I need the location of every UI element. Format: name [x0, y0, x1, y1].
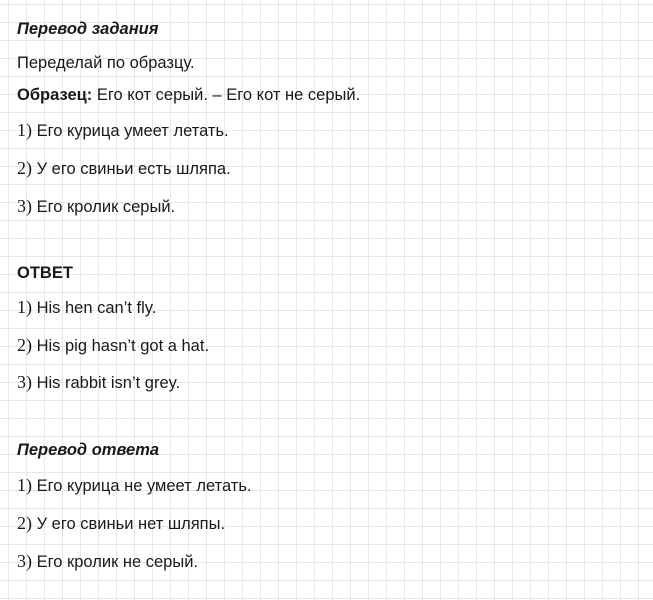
item-text: Его курица умеет летать.	[36, 122, 229, 140]
item-text: His pig hasn’t got a hat.	[36, 337, 210, 355]
task-item-3	[17, 195, 175, 218]
item-number: 1)	[17, 475, 32, 495]
answer-translation-heading: Перевод ответа	[17, 441, 160, 459]
example-line	[17, 84, 360, 106]
item-number: 1)	[17, 120, 32, 140]
item-number: 3)	[17, 551, 32, 571]
translation-item-1	[17, 474, 252, 497]
item-number: 3)	[17, 372, 32, 392]
item-number: 2)	[17, 158, 32, 178]
answer-item-1	[17, 296, 156, 319]
task-item-1	[17, 119, 229, 142]
task-heading: Перевод задания	[17, 20, 159, 38]
item-text: His rabbit isn’t grey.	[36, 374, 181, 392]
answer-heading: ОТВЕТ	[17, 264, 73, 282]
item-number: 1)	[17, 297, 32, 317]
translation-item-3	[17, 550, 198, 573]
item-number: 3)	[17, 196, 32, 216]
translation-item-2	[17, 512, 225, 535]
item-number: 2)	[17, 513, 32, 533]
item-text: Его курица не умеет летать.	[36, 477, 252, 495]
item-text: Его кролик не серый.	[36, 553, 199, 571]
item-text: Его кролик серый.	[36, 198, 176, 216]
answer-item-2	[17, 334, 209, 357]
item-text: His hen can’t fly.	[36, 299, 157, 317]
example-label: Образец:	[17, 86, 93, 104]
task-instruction: Переделай по образцу.	[17, 54, 195, 72]
example-text: Его кот серый. – Его кот не серый.	[96, 86, 361, 104]
task-item-2	[17, 157, 231, 180]
answer-item-3	[17, 371, 180, 394]
item-number: 2)	[17, 335, 32, 355]
item-text: У его свиньи есть шляпа.	[36, 160, 231, 178]
item-text: У его свиньи нет шляпы.	[36, 515, 226, 533]
